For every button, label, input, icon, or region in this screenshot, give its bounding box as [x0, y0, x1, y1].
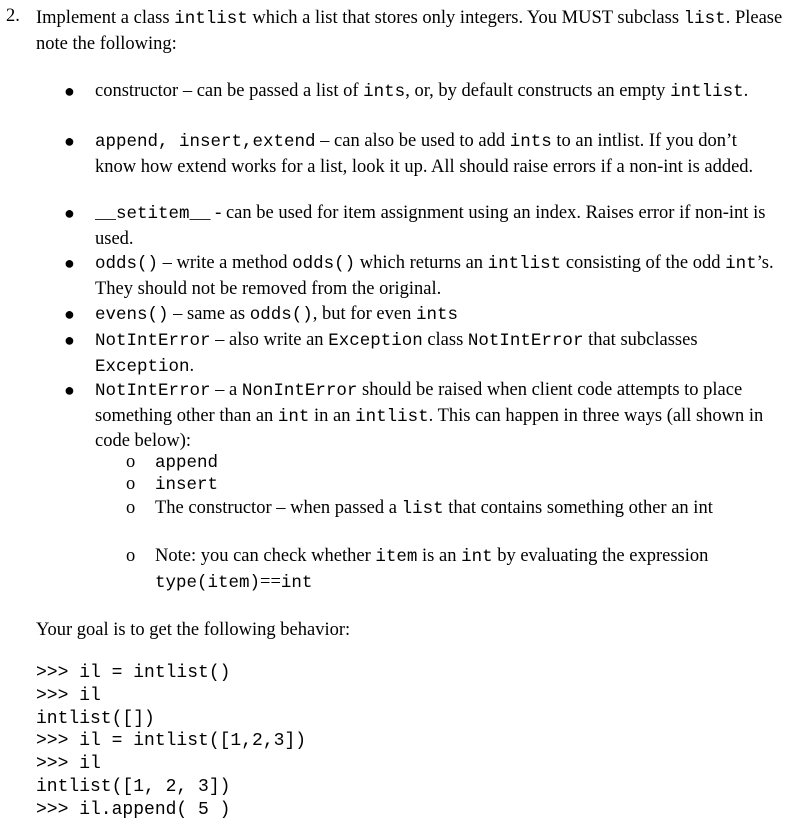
- code: NotIntError: [95, 381, 211, 401]
- text: ==: [260, 571, 281, 592]
- sub-bullet-marker: o: [126, 452, 136, 472]
- intro-text: Implement a class: [36, 8, 175, 28]
- code: odds(): [249, 305, 313, 325]
- code-line: >>> il = intlist(): [36, 663, 231, 683]
- text: – can also be used to add: [315, 131, 510, 151]
- intro-code: intlist: [174, 9, 248, 29]
- code: list: [401, 499, 444, 519]
- code: append: [155, 453, 219, 473]
- code-line: >>> il.append( 5 ): [36, 799, 231, 820]
- text: class: [422, 330, 468, 350]
- code: insert: [155, 475, 219, 495]
- code-line: intlist([]): [36, 708, 155, 729]
- code: ints: [509, 132, 552, 152]
- text: ’s. They should not be removed from the original.: [95, 253, 774, 299]
- bullet-marker: ●: [64, 304, 75, 324]
- code: intlist: [355, 406, 429, 427]
- bullet-constructor: [64, 79, 775, 105]
- question-number: 2.: [6, 6, 20, 26]
- code: NotIntError: [467, 331, 584, 351]
- text: by evaluating the expression: [492, 546, 709, 566]
- sub-bullet-marker: o: [126, 498, 136, 518]
- code: append, insert,extend: [95, 132, 316, 152]
- text: that contains something other an int: [443, 498, 713, 518]
- bullet-evens: [64, 302, 775, 328]
- bullet-notinterror-class: [64, 328, 775, 379]
- code: __setitem__: [95, 204, 211, 224]
- bullet-marker: ●: [64, 81, 75, 101]
- question-intro: [36, 6, 791, 56]
- bullet-marker: ●: [64, 253, 75, 273]
- text: . This can happen in three ways (all shown in code below):: [95, 405, 764, 451]
- text: – same as: [168, 304, 250, 324]
- code: intlist: [670, 82, 744, 102]
- text: – also write an: [210, 330, 329, 350]
- code: intlist: [487, 254, 562, 274]
- intro-code: list: [683, 9, 726, 29]
- code: type(item): [155, 572, 261, 593]
- code: int: [461, 547, 493, 567]
- bullet-marker: ●: [64, 131, 75, 151]
- code-line: >>> il: [36, 754, 101, 775]
- code-line: intlist([1, 2, 3]): [36, 776, 231, 797]
- intro-text: which a list that stores only integers. You MUST subclass: [247, 8, 684, 28]
- text: , but for even: [312, 304, 416, 324]
- bullet-append-insert-extend: [64, 129, 775, 179]
- code: ints: [363, 82, 406, 102]
- text: Note: you can check whether: [155, 546, 376, 566]
- code-line: >>> il: [36, 685, 101, 706]
- code: int: [277, 406, 310, 427]
- text: is an: [417, 546, 462, 566]
- code: item: [375, 547, 418, 567]
- sub-bullet-insert: [126, 472, 775, 498]
- text: .: [743, 81, 749, 101]
- bullet-setitem: [64, 201, 775, 251]
- code: NonIntError: [241, 381, 358, 401]
- text: which returns an: [355, 253, 488, 273]
- text: should be raised when client code attempts to place something other than an: [95, 380, 743, 426]
- bullet-marker: ●: [64, 330, 75, 350]
- text: consisting of the odd: [561, 253, 726, 273]
- code: evens(): [95, 305, 169, 325]
- code-block: [36, 662, 306, 822]
- goal-text: Your goal is to get the following behavior:: [36, 620, 351, 640]
- code: NotIntError: [95, 331, 211, 351]
- bullet-marker: ●: [64, 380, 75, 400]
- code: odds(): [95, 254, 159, 274]
- sub-bullet-constructor: [126, 496, 775, 522]
- code: Exception: [95, 356, 190, 377]
- code: ints: [415, 305, 458, 325]
- text: - can be used for item assignment using an index. Raises error if non-int is used.: [95, 203, 766, 249]
- text: that subclasses: [583, 330, 698, 350]
- code: odds(): [292, 254, 356, 274]
- code: Exception: [328, 331, 423, 351]
- bullet-odds: [64, 251, 775, 301]
- text: – write a method: [158, 253, 293, 273]
- text: .: [189, 355, 195, 376]
- text: – a: [210, 380, 242, 400]
- text: The constructor – when passed a: [155, 498, 402, 518]
- code: int: [725, 254, 757, 274]
- text: , or, by default constructs an empty: [405, 81, 671, 101]
- bullet-marker: ●: [64, 203, 75, 223]
- sub-bullet-note: [126, 544, 775, 595]
- text: in an: [309, 405, 356, 426]
- sub-bullet-marker: o: [126, 546, 136, 566]
- code: int: [280, 572, 313, 593]
- sub-bullet-marker: o: [126, 474, 136, 494]
- code-line: >>> il = intlist([1,2,3]): [36, 731, 307, 752]
- text: constructor – can be passed a list of: [95, 81, 364, 101]
- text: to an intlist. If you don’t know how extend works for a list, look it up. All should raise errors if a non-int is added.: [95, 131, 754, 177]
- bullet-notinterror-raised: [64, 378, 775, 454]
- intro-text: . Please note the following:: [36, 8, 783, 54]
